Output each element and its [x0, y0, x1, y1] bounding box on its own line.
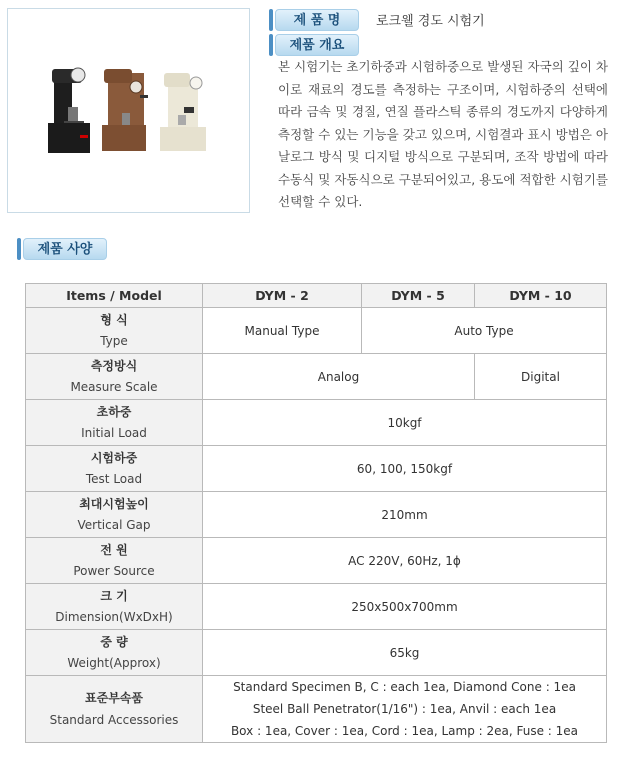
row-label-test-load: 시험하중 Test Load	[26, 446, 203, 492]
cell-accessories	[203, 676, 607, 743]
row-label-measure: 측정방식 Measure Scale	[26, 354, 203, 400]
brown-tester-image	[102, 69, 148, 151]
black-tester-image	[48, 68, 90, 153]
table-row-power	[26, 538, 607, 584]
accessories-line: Standard Specimen B, C : each 1ea, Diamond Cone : 1ea	[233, 680, 576, 694]
table-row-dimension	[26, 584, 607, 630]
header-model-dym10: DYM - 10	[475, 284, 607, 308]
spec-table	[25, 283, 607, 743]
label-accent-bar	[269, 34, 273, 56]
table-row-measure	[26, 354, 607, 400]
row-label-dimension: 크 기 Dimension(WxDxH)	[26, 584, 203, 630]
header-items-model: Items / Model	[26, 284, 203, 308]
white-tester-image	[160, 73, 206, 151]
product-name: 로크웰 경도 시험기	[376, 14, 485, 29]
hardness-tester-illustration	[8, 9, 249, 212]
row-label-weight: 중 량 Weight(Approx)	[26, 630, 203, 676]
table-row-weight	[26, 630, 607, 676]
table-row-type	[26, 308, 607, 354]
table-header-row	[26, 284, 607, 308]
header-model-dym2: DYM - 2	[203, 284, 362, 308]
row-label-accessories: 표준부속품 Standard Accessories	[26, 676, 203, 743]
table-row-test-load	[26, 446, 607, 492]
overview-label: 제품 개요	[275, 34, 359, 56]
table-row-vertical-gap	[26, 492, 607, 538]
label-accent-bar	[269, 9, 273, 31]
cell-type-manual: Manual Type	[203, 308, 362, 354]
header-model-dym5: DYM - 5	[362, 284, 475, 308]
row-label-initial-load: 초하중 Initial Load	[26, 400, 203, 446]
cell-measure-analog: Analog	[203, 354, 475, 400]
cell-power: AC 220V, 60Hz, 1ϕ	[203, 538, 607, 584]
cell-dimension: 250x500x700mm	[203, 584, 607, 630]
cell-type-auto: Auto Type	[362, 308, 607, 354]
product-name-label: 제 품 명	[275, 9, 359, 31]
table-row-accessories	[26, 676, 607, 743]
cell-vertical-gap: 210mm	[203, 492, 607, 538]
row-label-vertical-gap: 최대시험높이 Vertical Gap	[26, 492, 203, 538]
spec-label: 제품 사양	[23, 238, 107, 260]
cell-initial-load: 10kgf	[203, 400, 607, 446]
accessories-line: Box : 1ea, Cover : 1ea, Cord : 1ea, Lamp : 2ea, Fuse : 1ea	[230, 724, 579, 738]
overview-text: 본 시험기는 초기하중과 시험하중으로 발생된 자국의 깊이 차이로 재료의 경도를 측정하는 구조이며, 시험하중의 선택에 따라 금속 및 경질, 연질 플라스틱 종류의 경도까지 다양하게 측정할 수 있는 기능을 갖고 있으며, 시험결과 표시 방법은 아날로그 방식 및 디지털 방식으로 구분되며, 조작 방법에 따라 수동식 및 자동식으로 구분되어있고, 용도에 적합한 시험기를 선택할 수 있다.	[278, 59, 608, 209]
row-label-power: 전 원 Power Source	[26, 538, 203, 584]
row-label-type: 형 식 Type	[26, 308, 203, 354]
table-row-initial-load	[26, 400, 607, 446]
cell-weight: 65kg	[203, 630, 607, 676]
label-accent-bar	[17, 238, 21, 260]
cell-measure-digital: Digital	[475, 354, 607, 400]
cell-test-load: 60, 100, 150kgf	[203, 446, 607, 492]
product-image	[7, 8, 250, 213]
accessories-line: Steel Ball Penetrator(1/16") : 1ea, Anvil : each 1ea	[252, 702, 557, 716]
